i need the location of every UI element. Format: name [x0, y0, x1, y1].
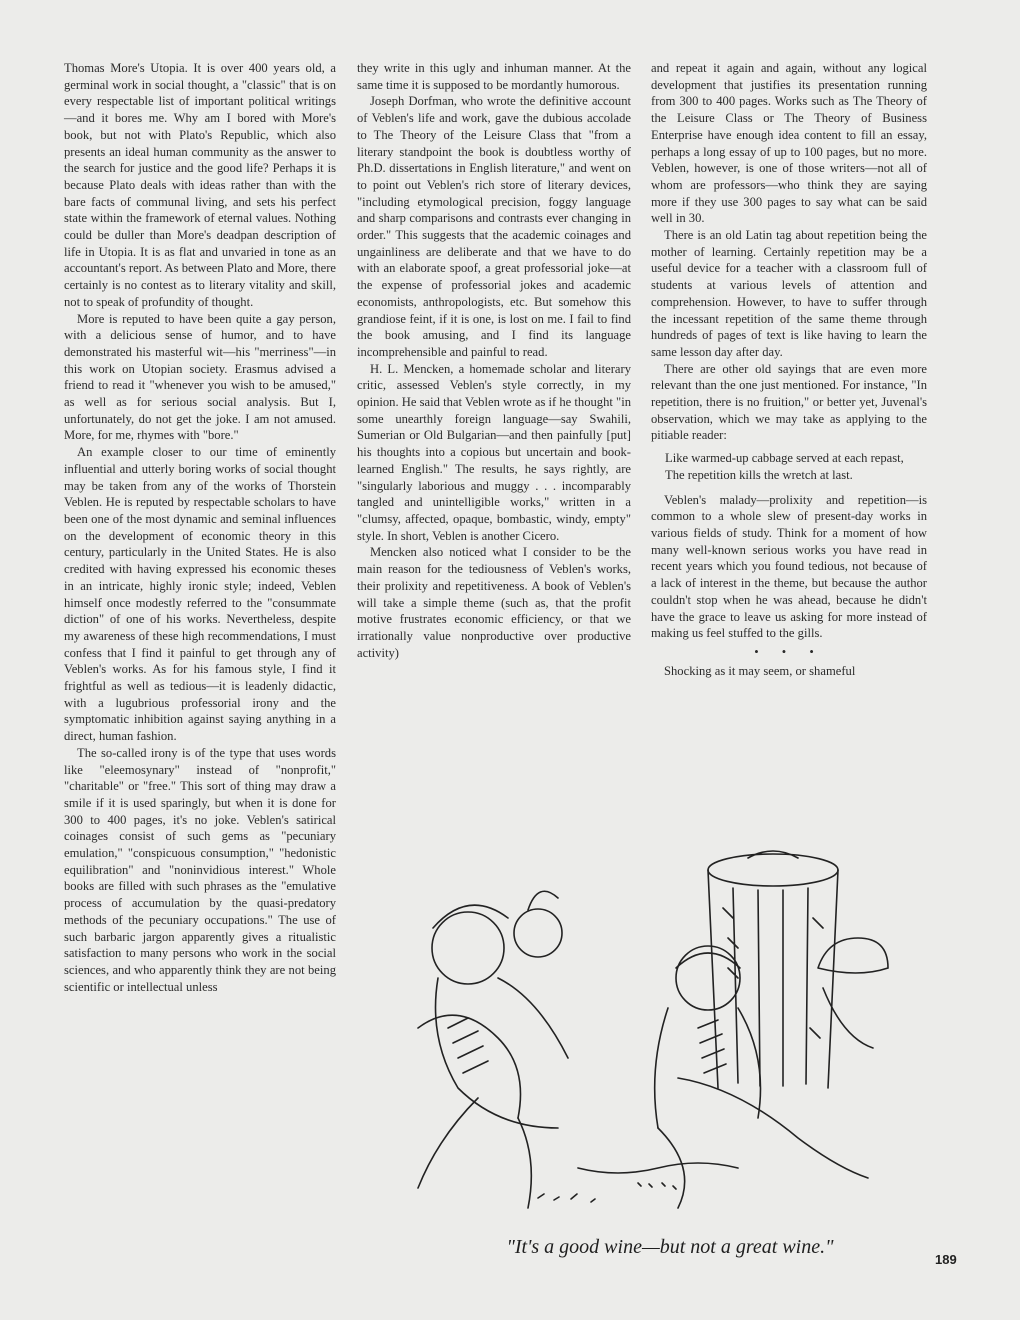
verse-line: The repetition kills the wretch at last. [665, 467, 853, 482]
page-number: 189 [935, 1252, 957, 1267]
paragraph: Joseph Dorfman, who wrote the definitive account of Veblen's life and work, gave the dubious accolade to The Theory of the Leisure Class that "from a literary standpoint the book is doubtless worthy of Ph.D. dissertations in English literature," and went on to point out Veblen's rich store of literary devices, "including etymological precision, foggy language and sharp comparisons and contrasts ever changing in order." This suggests that the academic coinages and ungainliness are deliberate and that we have to do with an elaborate spoof, a great professorial joke—at the expense of professorial jokes and academic economists, anthropologists, etc. But somehow this grandiose feint, if it is one, is lost on me. I fail to find the book amusing, and I find its language incomprehensible and painful to read. [357, 94, 631, 359]
paragraph: There is an old Latin tag about repetition being the mother of learning. Certainly repetition may be a useful device for a teacher with a classroom full of students at various levels of attention and comprehension. However, to have to suffer through the incessant repetition of the same theme through hundreds of pages of text is like having to learn the same lesson day after day. [651, 228, 927, 359]
paragraph: More is reputed to have been quite a gay person, with a delicious sense of humor, and to have demonstrated his masterful wit—his "merriness"—in this work on Utopian society. Erasmus advised a friend to read it "whenever you wish to be amused," as well as for serious social analysis. But I, unfortunately, do not get the joke. I am not amused. More, for me, rhymes with "bore." [64, 311, 336, 443]
section-break-dots: • • • [754, 644, 824, 659]
verse-line: Like warmed-up cabbage served at each repast, [665, 451, 904, 466]
paragraph: and repeat it again and again, without any logical development that justifies its presentation running from 300 to 400 pages. Works such as The Theory of the Leisure Class or The Theory of Business Enterprise have enough idea content to fill an essay, perhaps a long essay of up to 100 pages, but no more. Veblen, however, is one of those writers—not all of whom are professors—who think they are saying more if they use 300 pages to say what can be said well in 30. [651, 61, 927, 226]
cartoon-illustration [378, 828, 948, 1228]
text-column-2 [357, 60, 631, 830]
paragraph: An example closer to our time of eminently influential and utterly boring works of social thought may be taken from any of the works of Thorstein Veblen. He is reputed by respectable scholars to have been one of the most dynamic and seminal influences on the development of economic theory in this century, particularly in the United States. He is also credited with having expressed his economic theses in an intricate, highly ironic style; indeed, Veblen himself once modestly referred to the "consummate diction" of one of his works. Nevertheless, despite my awareness of these high recommendations, I must confess that I find it painful to get through any of Veblen's works. As for his famous style, I find it frightful as well as tedious—it is leadenly didactic, with a lugubrious professorial irony and the symptomatic inhibition against saying anything in a direct, human fashion. [64, 445, 336, 744]
paragraph: Thomas More's Utopia. It is over 400 years old, a germinal work in social thought, a "classic" that is on every respectable list of important political writings—and it bores me. Why am I bored with More's book, but not with Plato's Republic, which also presents an ideal human community as the answer to the search for justice and the good life? Perhaps it is because Plato deals with ideas rather than with the bare facts of communal living, and sets his perfect state within the framework of eternal values. Nothing could be duller than More's deadpan description of life in Utopia. It is as flat and unvaried in tone as an accountant's report. As between Plato and More, there certainly is no contest as to literary vitality and skill, not to speak of profundity of thought. [64, 61, 336, 309]
cartoon-caption: "It's a good wine—but not a great wine." [506, 1236, 834, 1258]
text-column-3 [651, 60, 927, 830]
paragraph: Shocking as it may seem, or shameful [664, 663, 856, 678]
paragraph: H. L. Mencken, a homemade scholar and literary critic, assessed Veblen's style correctly, in my opinion. He said that Veblen wrote as if he thought "in some unearthly foreign language—say Swahili, Sumerian or Old Bulgarian—and then painfully [put] his thoughts into a copious but uncertain and book-learned English." The results, he says rightly, are "singularly laborious and muggy . . . incomparably tangled and unintelligible works," written in a "clumsy, affected, opaque, bombastic, windy, empty" style. In short, Veblen is another Cicero. [357, 361, 631, 543]
paragraph: Veblen's malady—prolixity and repetition—is common to a whole slew of present-day works in various fields of study. Think for a moment of how many well-known serious works you have read in recent years which you found tedious, not because of a lack of interest in the theme, but because the author couldn't stop when he was ahead, because he didn't have the grace to leave us asking for more instead of making us feel stuffed to the gills. [651, 492, 927, 641]
paragraph: There are other old sayings that are even more relevant than the one just mentioned. For instance, "In repetition, there is no fruition," or better yet, Juvenal's observation, which we may take as applying to the pitiable reader: [651, 361, 927, 443]
paragraph: The so-called irony is of the type that uses words like "eleemosynary" instead of "nonprofit," "charitable" or "free." This sort of thing may draw a smile if it is used sparingly, but when it is done for 300 to 400 pages, it's no joke. Veblen's satirical coinages consist of such gems as "pecuniary emulation," "conspicuous consumption," "hedonistic equilibration" and "noninvidious interest." Whole books are filled with such phrases as the "emulative process of accumulation by the quasi-predatory methods of the pecuniary occupations." The use of such barbaric jargon apparently gives a ritualistic satisfaction to many persons who work in the social sciences, and who apparently think they are not being scientific or intellectual unless [64, 745, 336, 994]
text-column-1 [64, 60, 336, 1260]
verse-quote [665, 450, 927, 483]
paragraph: Mencken also noticed what I consider to be the main reason for the tediousness of Veblen's works, their prolixity and repetitiveness. A book of Veblen's will take a simple theme (such as, that the profit motive frustrates economic efficiency, or that we irrationally value nonproductive over productive activity) [357, 545, 631, 660]
paragraph: they write in this ugly and inhuman manner. At the same time it is supposed to be mordantly humorous. [357, 61, 631, 92]
